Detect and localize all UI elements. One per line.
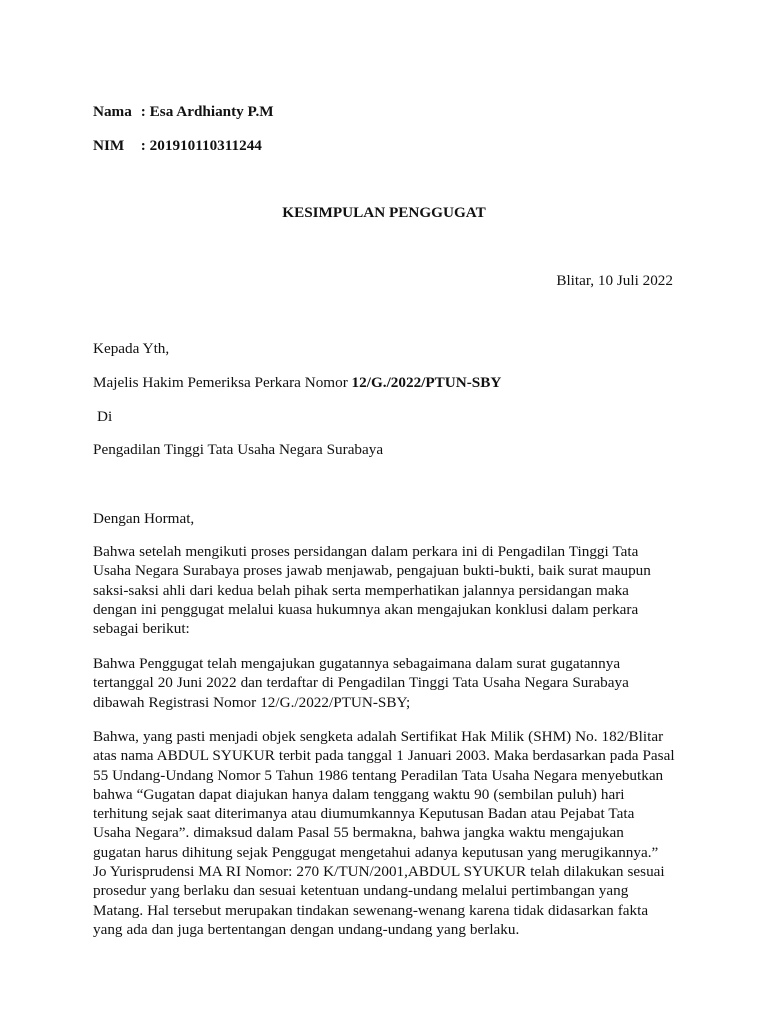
nama-label: Nama — [93, 103, 132, 120]
di-line: Di — [97, 408, 113, 425]
majelis-prefix: Majelis Hakim Pemeriksa Perkara Nomor — [93, 374, 352, 391]
kepada-line: Kepada Yth, — [93, 340, 170, 357]
majelis-case-number: 12/G./2022/PTUN-SBY — [351, 374, 502, 391]
nim-row — [93, 138, 262, 153]
nama-separator: : — [137, 103, 150, 120]
paragraph-3: Bahwa, yang pasti menjadi objek sengketa adalah Sertifikat Hak Milik (SHM) No. 182/Blitar atas nama ABDUL SYUKUR terbit pada tanggal 1 Januari 2003. Maka berdasarkan pada Pasal 55 Undang-Undang Nomor 5 Tahun 1986 tentang Peradilan Tata Usaha Negara menyebutkan bahwa “Gugatan dapat diajukan hanya dalam tenggang waktu 90 (sembilan puluh) hari terhitung sejak saat diterimanya atau diumumkannya Keputusan Badan atau Pejabat Tata Usaha Negara”. dimaksud dalam Pasal 55 bermakna, bahwa jangka waktu mengajukan gugatan harus dihitung sejak Penggugat mengetahui adanya keputusan yang merugikannya.” Jo Yurisprudensi MA RI Nomor: 270 K/TUN/2001,ABDUL SYUKUR telah dilakukan sesuai prosedur yang berlaku dan sesuai ketentuan undang-undang melalui pertimbangan yang Matang. Hal tersebut merupakan tindakan sewenang-wenang karena tidak didasarkan fakta yang ada dan juga bertentangan dengan undang-undang yang berlaku. — [93, 728, 675, 938]
nim-label: NIM — [93, 137, 125, 154]
majelis-line — [93, 375, 501, 390]
paragraph-1: Bahwa setelah mengikuti proses persidangan dalam perkara ini di Pengadilan Tinggi Tata Usaha Negara Surabaya proses jawab menjawab, pengajuan bukti-bukti, baik surat maupun saksi-saksi ahli dari kedua belah pihak serta memperhatikan jalannya persidangan maka dengan ini penggugat melalui kuasa hukumnya akan mengajukan konklusi dalam perkara sebagai berikut: — [93, 543, 651, 638]
nama-value: Esa Ardhianty P.M — [149, 103, 274, 120]
pengadilan-line: Pengadilan Tinggi Tata Usaha Negara Surabaya — [93, 441, 384, 458]
document-title: KESIMPULAN PENGGUGAT — [282, 204, 486, 221]
nim-separator: : — [137, 137, 150, 154]
greeting: Dengan Hormat, — [93, 510, 195, 527]
paragraph-2: Bahwa Penggugat telah mengajukan gugatannya sebagaimana dalam surat gugatannya tertanggal 20 Juni 2022 dan terdaftar di Pengadilan Tinggi Tata Usaha Negara Surabaya dibawah Registrasi Nomor 12/G./2022/PTUN-SBY; — [93, 655, 629, 711]
nim-value: 201910110311244 — [149, 137, 262, 154]
date-line: Blitar, 10 Juli 2022 — [556, 272, 673, 289]
nama-row — [93, 104, 274, 119]
